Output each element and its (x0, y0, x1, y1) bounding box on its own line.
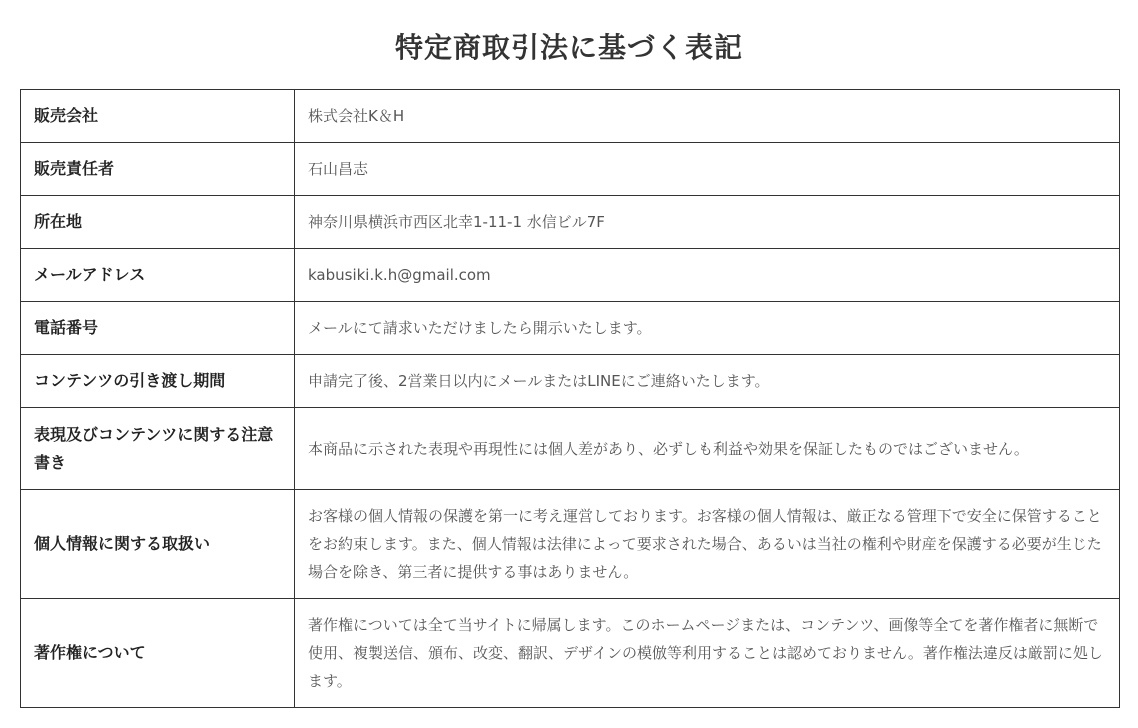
row-label-copyright: 著作権について (21, 599, 295, 708)
row-label-manager: 販売責任者 (21, 143, 295, 196)
row-value-seller: 株式会社K＆H (295, 90, 1120, 143)
table-row (21, 490, 1120, 599)
row-label-privacy: 個人情報に関する取扱い (21, 490, 295, 599)
row-value-email: kabusiki.k.h@gmail.com (295, 249, 1120, 302)
table-row (21, 355, 1120, 408)
row-label-email: メールアドレス (21, 249, 295, 302)
row-label-disclaimer: 表現及びコンテンツに関する注意書き (21, 408, 295, 490)
row-value-disclaimer: 本商品に示された表現や再現性には個人差があり、必ずしも利益や効果を保証したものではございません。 (295, 408, 1120, 490)
table-row (21, 408, 1120, 490)
row-value-address: 神奈川県横浜市西区北幸1-11-1 水信ビル7F (295, 196, 1120, 249)
row-value-privacy: お客様の個人情報の保護を第一に考え運営しております。お客様の個人情報は、厳正なる管理下で安全に保管することをお約束します。また、個人情報は法律によって要求された場合、あるいは当社の権利や財産を保護する必要が生じた場合を除き、第三者に提供する事はありません。 (295, 490, 1120, 599)
table-row (21, 249, 1120, 302)
legal-notice-table (20, 89, 1120, 708)
table-row (21, 302, 1120, 355)
row-label-phone: 電話番号 (21, 302, 295, 355)
row-label-address: 所在地 (21, 196, 295, 249)
row-value-copyright: 著作権については全て当サイトに帰属します。このホームページまたは、コンテンツ、画像等全てを著作権者に無断で使用、複製送信、頒布、改変、翻訳、デザインの模倣等利用することは認めておりません。著作権法違反は厳罰に処します。 (295, 599, 1120, 708)
table-row (21, 196, 1120, 249)
row-value-phone: メールにて請求いただけましたら開示いたします。 (295, 302, 1120, 355)
row-value-delivery-period: 申請完了後、2営業日以内にメールまたはLINEにご連絡いたします。 (295, 355, 1120, 408)
table-row (21, 90, 1120, 143)
row-value-manager: 石山昌志 (295, 143, 1120, 196)
page-title: 特定商取引法に基づく表記 (394, 31, 743, 64)
row-label-delivery-period: コンテンツの引き渡し期間 (21, 355, 295, 408)
row-label-seller: 販売会社 (21, 90, 295, 143)
table-row (21, 599, 1120, 708)
table-row (21, 143, 1120, 196)
